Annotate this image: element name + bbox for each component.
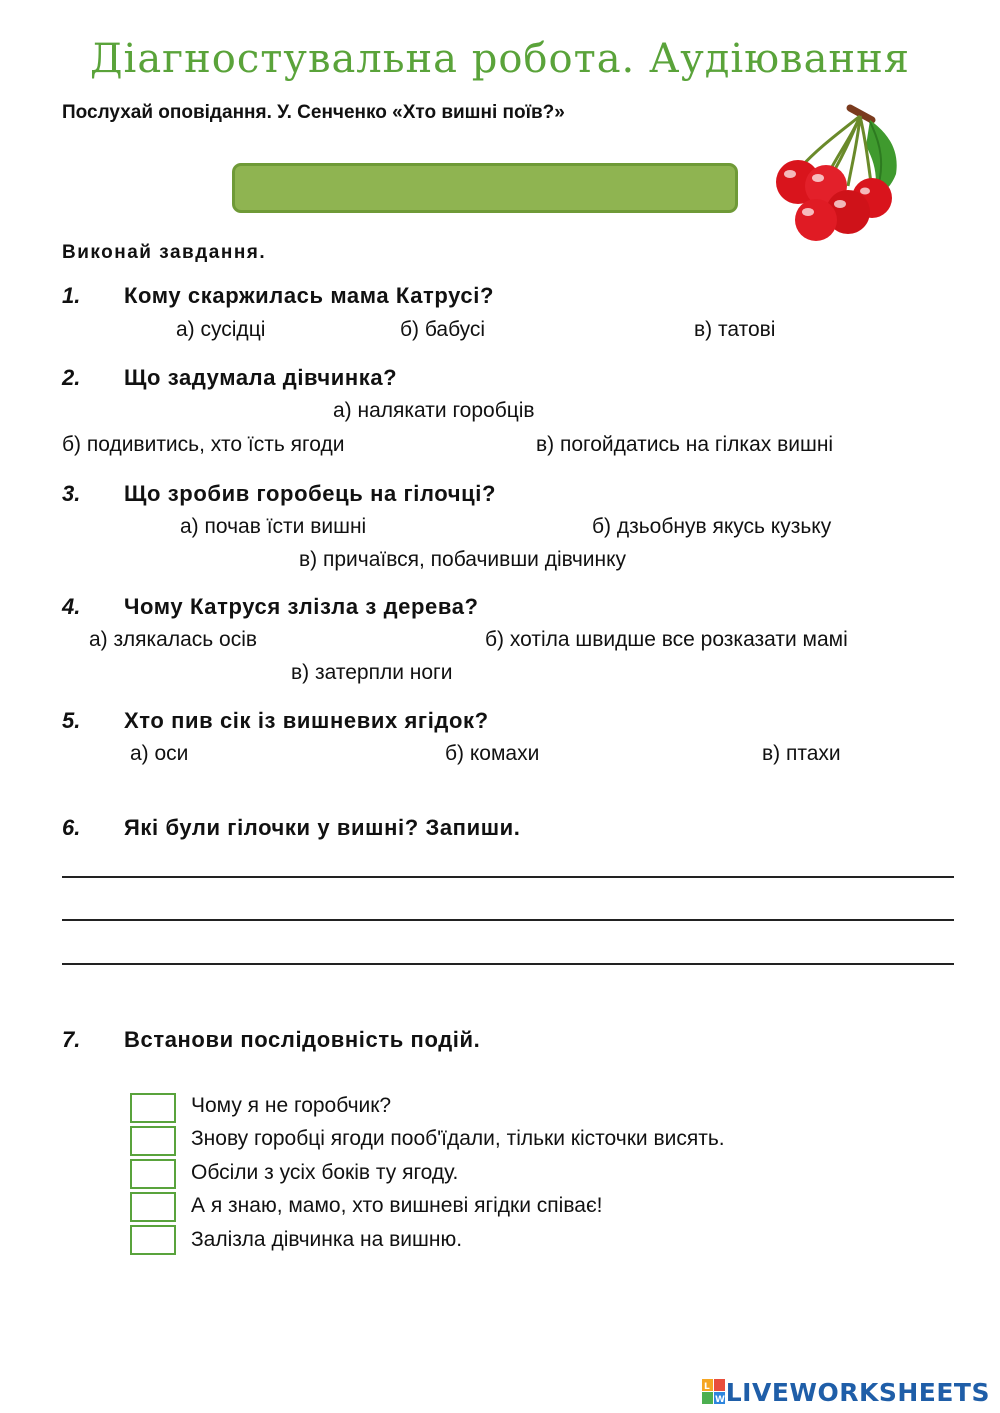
sequence-order-box[interactable] <box>130 1093 176 1123</box>
question-text: Які були гілочки у вишні? Запиши. <box>124 815 521 840</box>
page-title: Діагностувальна робота. Аудіювання <box>90 36 910 82</box>
sequence-order-box[interactable] <box>130 1225 176 1255</box>
answer-option[interactable]: в) затерпли ноги <box>291 661 453 684</box>
answer-option[interactable]: б) подивитись, хто їсть ягоди <box>62 433 345 456</box>
sequence-order-box[interactable] <box>130 1126 176 1156</box>
answer-option[interactable]: в) татові <box>694 318 776 341</box>
logo-letter: W <box>714 1395 725 1405</box>
question-number: 7. <box>62 1027 81 1052</box>
logo-letter: L <box>703 1382 710 1392</box>
question-text: Чому Катруся злізла з дерева? <box>124 594 479 619</box>
audio-player-bar[interactable] <box>232 163 738 213</box>
question-text: Що зробив горобець на гілочці? <box>124 481 497 506</box>
answer-line[interactable] <box>62 919 954 921</box>
answer-option[interactable]: а) оси <box>130 742 189 765</box>
sequence-item: Чому я не горобчик? <box>191 1094 392 1117</box>
liveworksheets-brand[interactable] <box>702 1376 990 1408</box>
answer-line[interactable] <box>62 963 954 965</box>
brand-name: LIVEWORKSHEETS <box>725 1377 990 1407</box>
answer-option[interactable]: в) причаївся, побачивши дівчинку <box>299 548 627 571</box>
question-number: 4. <box>62 594 81 619</box>
answer-option[interactable]: б) комахи <box>445 742 540 765</box>
question-text: Встанови послідовність подій. <box>124 1027 481 1052</box>
answer-line[interactable] <box>62 876 954 878</box>
answer-option[interactable]: б) дзьобнув якусь кузьку <box>592 515 832 538</box>
answer-option[interactable]: б) бабусі <box>400 318 486 341</box>
question-number: 3. <box>62 481 81 506</box>
sequence-item: А я знаю, мамо, хто вишневі ягідки співає! <box>191 1194 603 1217</box>
answer-option[interactable]: в) птахи <box>762 742 841 765</box>
answer-option[interactable]: а) почав їсти вишні <box>180 515 367 538</box>
answer-option[interactable]: а) налякати горобців <box>333 399 535 422</box>
sequence-order-box[interactable] <box>130 1192 176 1222</box>
question-number: 1. <box>62 283 81 308</box>
answer-option[interactable]: а) сусідці <box>176 318 266 341</box>
question-number: 6. <box>62 815 81 840</box>
instruction-heading: Виконай завдання. <box>62 242 267 263</box>
question-text: Кому скаржилась мама Катрусі? <box>124 283 495 308</box>
question-number: 5. <box>62 708 81 733</box>
liveworksheets-logo-icon <box>702 1379 726 1405</box>
cherries-illustration <box>768 98 908 248</box>
question-number: 2. <box>62 365 81 390</box>
sequence-item: Знову горобці ягоди пооб'їдали, тільки кісточки висять. <box>191 1127 725 1150</box>
answer-option[interactable]: в) погойдатись на гілках вишні <box>536 433 834 456</box>
sequence-item: Обсіли з усіх боків ту ягоду. <box>191 1161 459 1184</box>
sequence-item: Залізла дівчинка на вишню. <box>191 1228 463 1251</box>
sequence-order-box[interactable] <box>130 1159 176 1189</box>
question-text: Хто пив сік із вишневих ягідок? <box>124 708 489 733</box>
question-text: Що задумала дівчинка? <box>124 365 398 390</box>
story-subtitle: Послухай оповідання. У. Сенченко «Хто вишні поїв?» <box>62 102 565 123</box>
answer-option[interactable]: а) злякалась осів <box>89 628 258 651</box>
answer-option[interactable]: б) хотіла швидше все розказати мамі <box>485 628 848 651</box>
